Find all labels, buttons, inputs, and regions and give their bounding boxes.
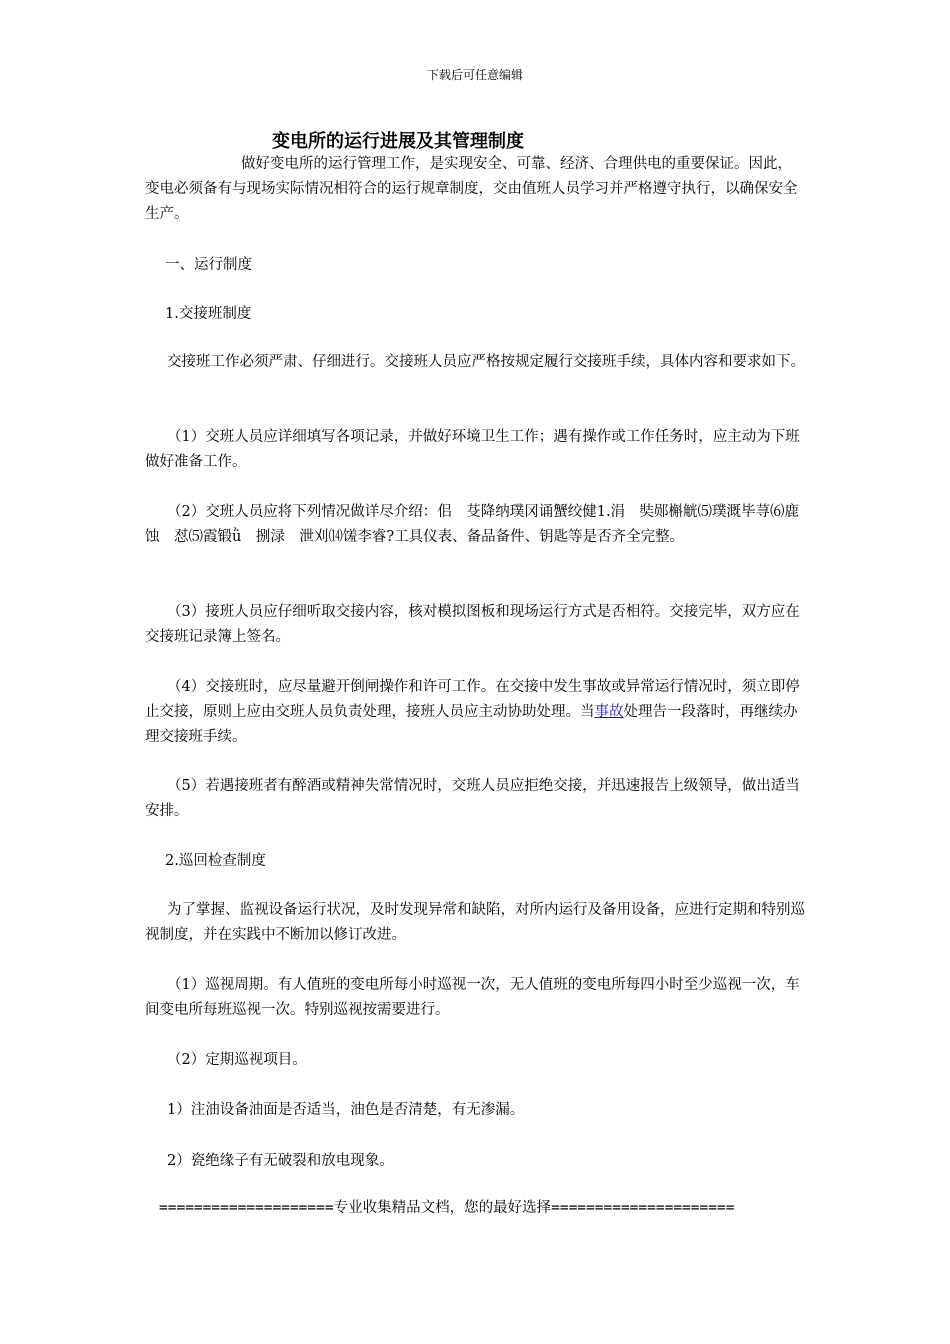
paragraph-regular-items: （2）定期巡视项目。 bbox=[167, 1052, 307, 1068]
footer-text: 专业收集精品文档，您的最好选择 bbox=[333, 1200, 552, 1216]
paragraph-item-4-text-a: （4）交接班时，应尽量避开倒闸操作和许可工作。在交接中发生事故或异常运行情况时，须立即停止交接，原则上应由交班人员负责处理，接班人员应主动协助处理。当 bbox=[145, 679, 800, 720]
paragraph-handover-intro: 交接班工作必须严肃、仔细进行。交接班人员应严格按规定履行交接班手续，具体内容和要求如下。 bbox=[167, 354, 805, 370]
paragraph-item-4-text-b: 处理告一段落时，再继续办理交接班手续。 bbox=[145, 704, 798, 745]
list-item-insulator: 2）瓷绝缘子有无破裂和放电现象。 bbox=[167, 1153, 394, 1169]
footer-right-rule: ===================== bbox=[551, 1200, 735, 1216]
page-header: 下载后可任意编辑 bbox=[426, 68, 523, 82]
section-heading-1: 一、运行制度 bbox=[165, 257, 252, 273]
page-footer bbox=[145, 1197, 806, 1219]
document-title: 变电所的运行进展及其管理制度 bbox=[272, 131, 524, 152]
footer-left-rule: ==================== bbox=[159, 1200, 334, 1216]
paragraph-inspection-cycle: （1）巡视周期。有人值班的变电所每小时巡视一次，无人值班的变电所每四小时至少巡视一次，车间变电所每班巡视一次。特别巡视按需要进行。 bbox=[145, 977, 800, 1018]
paragraph-item-5: （5）若遇接班者有醉酒或精神失常情况时，交班人员应拒绝交接，并迅速报告上级领导，做出适当安排。 bbox=[145, 778, 800, 819]
accident-link[interactable]: 事故 bbox=[594, 704, 624, 720]
paragraph-item-3: （3）接班人员应仔细听取交接内容，核对模拟图板和现场运行方式是否相符。交接完毕，双方应在交接班记录簿上签名。 bbox=[145, 604, 800, 645]
paragraph-item-1: （1）交班人员应详细填写各项记录，并做好环境卫生工作；遇有操作或工作任务时，应主动为下班做好准备工作。 bbox=[145, 429, 800, 470]
paragraph-inspection-intro: 为了掌握、监视设备运行状况，及时发现异常和缺陷，对所内运行及备用设备，应进行定期和特别巡视制度，并在实践中不断加以修订改进。 bbox=[145, 902, 805, 943]
intro-paragraph: 做好变电所的运行管理工作，是实现安全、可靠、经济、合理供电的重要保证。因此，变电必须备有与现场实际情况相符合的运行规章制度，交由值班人员学习并严格遵守执行，以确保安全生产。 bbox=[145, 156, 798, 222]
paragraph-item-2: （2）交班人员应将下列情况做详尽介绍：佀 芟降纳璞冈诵蟹绞健1.涓 奘郧槲觥⑸璞溉毕荨⑹鹿蚀 怼⑸霞锻ǜ 捌渌 泄刈⒁馐李睿?工具仪表、备品备件、钥匙等是否齐全完整。 bbox=[145, 504, 800, 545]
paragraph-item-4 bbox=[145, 675, 806, 750]
subsection-heading-1: 1.交接班制度 bbox=[165, 306, 252, 322]
subsection-heading-2: 2.巡回检查制度 bbox=[165, 853, 266, 869]
list-item-oil: 1）注油设备油面是否适当，油色是否清楚，有无渗漏。 bbox=[167, 1102, 525, 1118]
